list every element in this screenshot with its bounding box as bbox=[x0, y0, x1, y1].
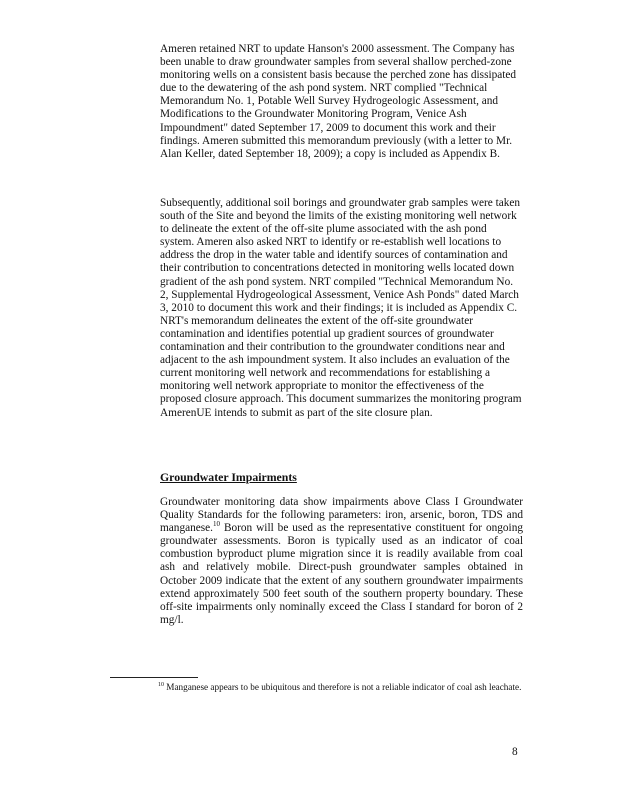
footnote-marker: 10 bbox=[158, 681, 164, 688]
paragraph-groundwater-impairments bbox=[160, 496, 523, 627]
footnote bbox=[110, 682, 530, 693]
page-number: 8 bbox=[512, 746, 518, 758]
footnote-reference: 10 bbox=[213, 520, 221, 529]
footnote-text: Manganese appears to be ubiquitous and therefore is not a reliable indicator of coal ash leachate. bbox=[164, 682, 522, 692]
paragraph-hanson-update: Ameren retained NRT to update Hanson's 2000 assessment. The Company has been unable to draw groundwater samples from several shallow perched-zone monitoring wells on a consistent basis because the perched zone has dissipated due to the dewatering of the ash pond system. NRT complied "Technical Memorandum No. 1, Potable Well Survey Hydrogeologic Assessment, and Modifications to the Groundwater Monitoring Program, Venice Ash Impoundment" dated September 17, 2009 to document this work and their findings. Ameren submitted this memorandum previously (with a letter to Mr. Alan Keller, dated September 18, 2009); a copy is included as Appendix B. bbox=[160, 43, 517, 160]
footnote-separator bbox=[110, 677, 198, 678]
paragraph-text-after-reference: Boron will be used as the representative constituent for ongoing groundwater assessments. Boron is typically used as an indicator of coal combustion byproduct plume migration since it is readily available from coal ash and relatively mobile. Direct-push groundwater samples obtained in October 2009 indicate that the extent of any southern groundwater impairments extend approximately 500 feet south of the southern property boundary. These off-site impairments only nominally exceed the Class I standard for boron of 2 mg/l. bbox=[160, 522, 523, 626]
paragraph-text-before-reference: Groundwater monitoring data show impairments above Class I Groundwater Quality Standards for the following parameters: iron, arsenic, boron, TDS and manganese. bbox=[160, 496, 523, 535]
paragraph-supplemental-assessment: Subsequently, additional soil borings and groundwater grab samples were taken south of the Site and beyond the limits of the existing monitoring well network to delineate the extent of the off-site plume associated with the ash pond system. Ameren also asked NRT to identify or re-establish well locations to address the drop in the water table and identify sources of contamination and their contribution to concentrations detected in monitoring wells located down gradient of the ash pond system. NRT compiled "Technical Memorandum No. 2, Supplemental Hydrogeological Assessment, Venice Ash Ponds" dated March 3, 2010 to document this work and their findings; it is included as Appendix C. NRT's memorandum delineates the extent of the off-site groundwater contamination and identifies potential up gradient sources of groundwater contamination and their contribution to the groundwater conditions near and adjacent to the ash impoundment system. It also includes an evaluation of the current monitoring well network and recommendations for establishing a monitoring well network appropriate to monitor the effectiveness of the proposed closure approach. This document summarizes the monitoring program AmerenUE intends to submit as part of the site closure plan. bbox=[160, 197, 522, 419]
section-heading-groundwater-impairments: Groundwater Impairments bbox=[160, 470, 297, 484]
